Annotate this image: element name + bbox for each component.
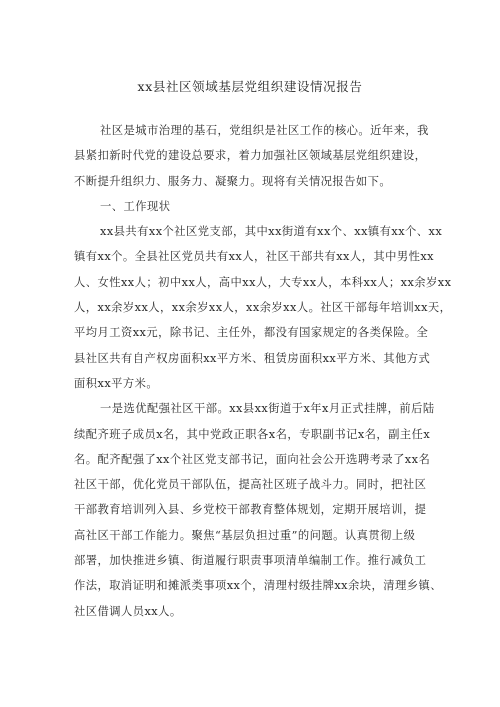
paragraph-1-line-3: 不断提升组织力、服务力、凝聚力。现将有关情况报告如下。 <box>74 174 392 188</box>
document-title: xx县社区领域基层党组织建设情况报告 <box>137 79 363 94</box>
document-body <box>74 118 452 624</box>
paragraph-3-line-8: 作法，取消证明和摊派类事项xx个，清理村级挂牌xx余块，清理乡镇、 <box>74 579 442 593</box>
paragraph-3-line-2: 续配齐班子成员x名，其中党政正职各x名，专职副书记x名，副主任x <box>74 427 431 441</box>
paragraph-3-line-9: 社区借调人员xx人。 <box>74 604 182 618</box>
paragraph-1-line-2: 县紧扣新时代党的建设总要求，着力加强社区领域基层党组织建设， <box>74 149 427 163</box>
section-heading: 一、工作现状 <box>100 199 171 213</box>
paragraph-2-line-3: 人、女性xx人；初中xx人，高中xx人，大专xx人，本科xx人；xx余岁xx <box>74 275 452 289</box>
paragraph-3-line-5: 干部教育培训列入县、乡党校干部教育整体规划，定期开展培训，提 <box>74 503 427 517</box>
paragraph-2-line-5: 平均月工资xx元，除书记、主任外，都没有国家规定的各类保险。全 <box>74 326 429 340</box>
paragraph-2-line-6: 县社区共有自产权房面积xx平方米、租赁房面积xx平方米、其他方式 <box>74 351 431 365</box>
paragraph-2-line-4: 人，xx余岁xx人，xx余岁xx人，xx余岁xx人。社区干部每年培训xx天， <box>74 301 452 315</box>
paragraph-2-line-2: 镇有xx个。全县社区党员共有xx人，社区干部共有xx人，其中男性xx <box>74 250 434 264</box>
paragraph-3-line-1: 一是选优配强社区干部。xx县xx街道于x年x月正式挂牌，前后陆 <box>100 402 435 416</box>
paragraph-3-line-6: 高社区干部工作能力。聚焦“基层负担过重”的问题。认真贯彻上级 <box>74 528 416 542</box>
paragraph-3-line-4: 社区干部，优化党员干部队伍，提高社区班子战斗力。同时，把社区 <box>74 478 427 492</box>
paragraph-3-line-3: 名。配齐配强了xx个社区党支部书记，面向社会公开选聘考录了xx名 <box>74 452 431 466</box>
paragraph-2-line-7: 面积xx平方米。 <box>74 376 159 390</box>
paragraph-2-line-1: xx县共有xx个社区党支部，其中xx街道有xx个、xx镇有xx个、xx <box>100 225 443 239</box>
paragraph-3-line-7: 部署，加快推进乡镇、街道履行职责事项清单编制工作。推行减负工 <box>74 554 427 568</box>
paragraph-1-line-1: 社区是城市治理的基石，党组织是社区工作的核心。近年来，我 <box>100 124 429 137</box>
